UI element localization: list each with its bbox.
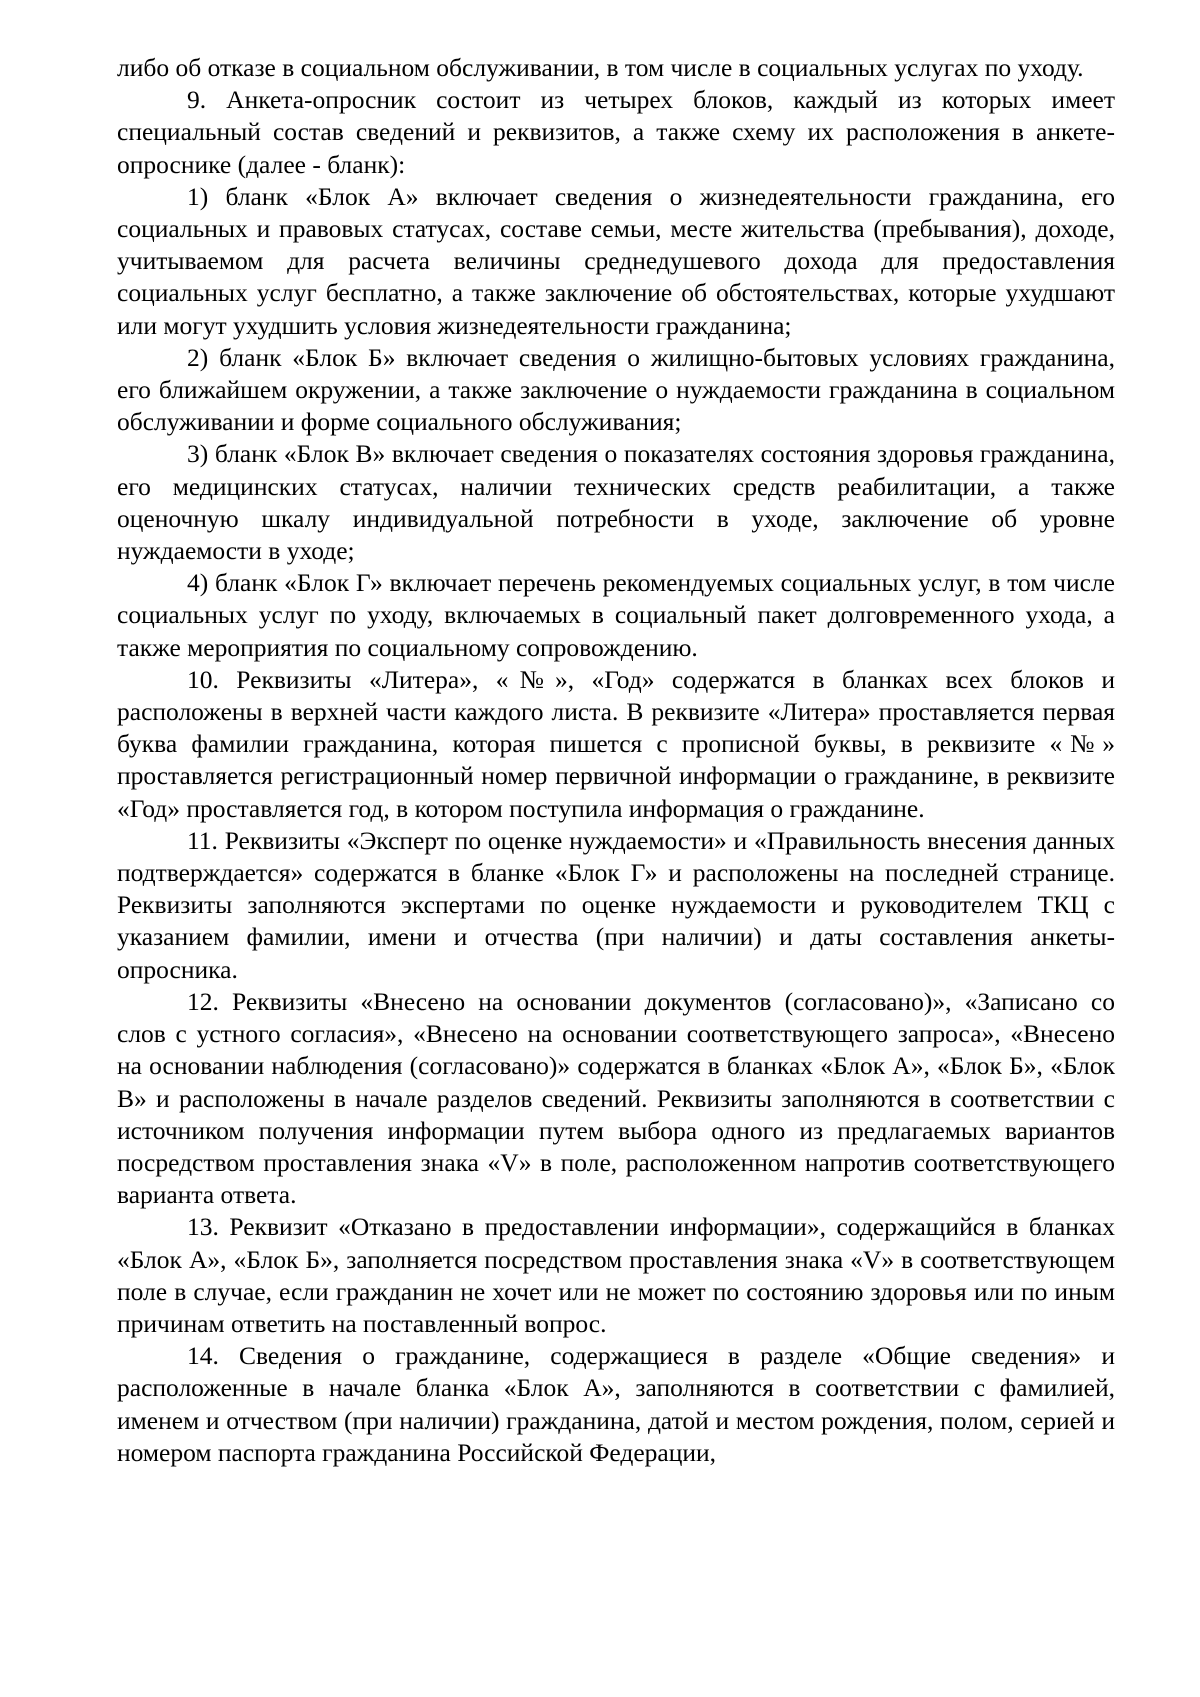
document-page bbox=[117, 52, 1115, 1662]
paragraph-item-9: 9. Анкета-опросник состоит из четырех блоков, каждый из которых имеет специальный состав сведений и реквизитов, а также схему их расположения в анкете-опроснике (далее - бланк): bbox=[117, 85, 1115, 179]
paragraph-item-9-2: 2) бланк «Блок Б» включает сведения о жилищно-бытовых условиях гражданина, его ближайшем окружении, а также заключение о нуждаемости гражданина в социальном обслуживании и форме социального обслуживания; bbox=[117, 342, 1115, 437]
paragraph-item-10: 10. Реквизиты «Литера», «№», «Год» содержатся в бланках всех блоков и расположены в верхней части каждого листа. В реквизите «Литера» проставляется первая буква фамилии гражданина, которая пишется с прописной буквы, в реквизите «№» проставляется регистрационный номер первичной информации о гражданине, в реквизите «Год» проставляется год, в котором поступила информация о гражданине. bbox=[117, 664, 1115, 823]
paragraph-item-9-1: 1) бланк «Блок А» включает сведения о жизнедеятельности гражданина, его социальных и правовых статусах, составе семьи, месте жительства (пребывания), доходе, учитываемом для расчета величины среднедушевого дохода для предоставления социальных услуг бесплатно, а также заключение об обстоятельствах, которые ухудшают или могут ухудшить условия жизнедеятельности гражданина; bbox=[117, 181, 1115, 340]
paragraph-item-12: 12. Реквизиты «Внесено на основании документов (согласовано)», «Записано со слов с устного согласия», «Внесено на основании соответствующего запроса», «Внесено на основании наблюдения (согласовано)» содержатся в бланках «Блок А», «Блок Б», «Блок В» и расположены в начале разделов сведений. Реквизиты заполняются в соответствии с источником получения информации путем выбора одного из предлагаемых вариантов посредством проставления знака «V» в поле, расположенном напротив соответствующего варианта ответа. bbox=[117, 986, 1115, 1210]
paragraph-item-9-3: 3) бланк «Блок В» включает сведения о показателях состояния здоровья гражданина, его медицинских статусах, наличии технических средств реабилитации, а также оценочную шкалу индивидуальной потребности в уходе, заключение об уровне нуждаемости в уходе; bbox=[117, 439, 1115, 566]
paragraph-item-9-4: 4) бланк «Блок Г» включает перечень рекомендуемых социальных услуг, в том числе социальных услуг по уходу, включаемых в социальный пакет долговременного ухода, а также мероприятия по социальному сопровождению. bbox=[117, 568, 1115, 662]
paragraph-continuation: либо об отказе в социальном обслуживании, в том числе в социальных услугах по уходу. bbox=[117, 53, 1084, 82]
paragraph-item-13: 13. Реквизит «Отказано в предоставлении информации», содержащийся в бланках «Блок А», «Блок Б», заполняется посредством проставления знака «V» в соответствующем поле в случае, если гражданин не хочет или не может по состоянию здоровья или по иным причинам ответить на поставленный вопрос. bbox=[117, 1212, 1115, 1338]
paragraph-item-11: 11. Реквизиты «Эксперт по оценке нуждаемости» и «Правильность внесения данных подтверждается» содержатся в бланке «Блок Г» и расположены на последней странице. Реквизиты заполняются экспертами по оценке нуждаемости и руководителем ТКЦ с указанием фамилии, имени и отчества (при наличии) и даты составления анкеты-опросника. bbox=[117, 825, 1115, 984]
paragraph-item-14: 14. Сведения о гражданине, содержащиеся в разделе «Общие сведения» и расположенные в начале бланка «Блок А», заполняются в соответствии с фамилией, именем и отчеством (при наличии) гражданина, датой и местом рождения, полом, серией и номером паспорта гражданина Российской Федерации, bbox=[117, 1341, 1115, 1467]
